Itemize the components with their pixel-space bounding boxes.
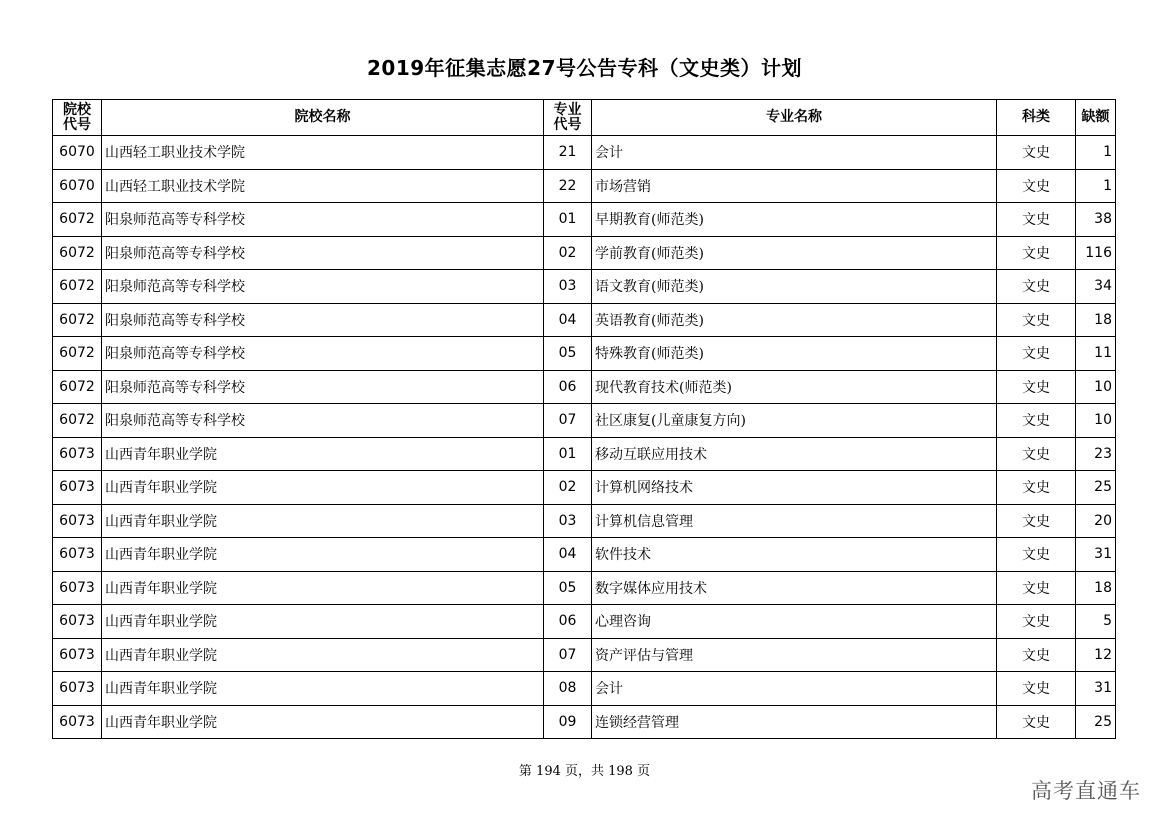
cell-school-code: 6070	[53, 169, 102, 203]
cell-vacancies: 12	[1076, 638, 1116, 672]
cell-major-code: 08	[544, 672, 592, 706]
cell-school-code: 6072	[53, 337, 102, 371]
table-row	[53, 705, 1116, 739]
cell-vacancies: 18	[1076, 303, 1116, 337]
cell-major-name: 特殊教育(师范类)	[592, 337, 997, 371]
table-row	[53, 437, 1116, 471]
cell-major-name: 早期教育(师范类)	[592, 203, 997, 237]
cell-major-name: 数字媒体应用技术	[592, 571, 997, 605]
cell-school-code: 6070	[53, 136, 102, 170]
cell-school-name: 阳泉师范高等专科学校	[102, 303, 544, 337]
cell-school-code: 6073	[53, 705, 102, 739]
cell-school-name: 阳泉师范高等专科学校	[102, 236, 544, 270]
cell-school-name: 山西轻工职业技术学院	[102, 169, 544, 203]
cell-vacancies: 18	[1076, 571, 1116, 605]
cell-school-code: 6073	[53, 538, 102, 572]
table-row	[53, 638, 1116, 672]
cell-major-name: 心理咨询	[592, 605, 997, 639]
table-row	[53, 203, 1116, 237]
cell-school-code: 6072	[53, 236, 102, 270]
cell-school-code: 6073	[53, 471, 102, 505]
cell-vacancies: 34	[1076, 270, 1116, 304]
table-body	[53, 136, 1116, 739]
cell-school-name: 阳泉师范高等专科学校	[102, 337, 544, 371]
cell-major-code: 04	[544, 538, 592, 572]
cell-major-name: 移动互联应用技术	[592, 437, 997, 471]
cell-major-name: 市场营销	[592, 169, 997, 203]
cell-major-name: 英语教育(师范类)	[592, 303, 997, 337]
page-title: 2019年征集志愿27号公告专科（文史类）计划	[367, 56, 802, 80]
cell-major-name: 软件技术	[592, 538, 997, 572]
cell-school-name: 山西青年职业学院	[102, 672, 544, 706]
cell-vacancies: 11	[1076, 337, 1116, 371]
cell-vacancies: 116	[1076, 236, 1116, 270]
cell-school-code: 6073	[53, 638, 102, 672]
table-row	[53, 370, 1116, 404]
cell-school-name: 阳泉师范高等专科学校	[102, 270, 544, 304]
header-major-code: 专业代号	[544, 100, 592, 136]
cell-major-code: 09	[544, 705, 592, 739]
cell-major-code: 06	[544, 605, 592, 639]
table-row	[53, 404, 1116, 438]
cell-school-name: 山西青年职业学院	[102, 538, 544, 572]
cell-major-name: 学前教育(师范类)	[592, 236, 997, 270]
header-vacancies: 缺额	[1076, 100, 1116, 136]
cell-major-code: 07	[544, 638, 592, 672]
cell-school-name: 山西轻工职业技术学院	[102, 136, 544, 170]
cell-category: 文史	[997, 270, 1076, 304]
watermark: 高考直通车	[1031, 779, 1141, 803]
cell-school-code: 6072	[53, 370, 102, 404]
table-row	[53, 504, 1116, 538]
cell-major-code: 01	[544, 203, 592, 237]
cell-major-name: 资产评估与管理	[592, 638, 997, 672]
cell-school-name: 山西青年职业学院	[102, 705, 544, 739]
cell-category: 文史	[997, 337, 1076, 371]
cell-category: 文史	[997, 136, 1076, 170]
cell-category: 文史	[997, 672, 1076, 706]
cell-major-code: 06	[544, 370, 592, 404]
table-header-row	[53, 100, 1116, 136]
cell-vacancies: 25	[1076, 705, 1116, 739]
cell-major-name: 会计	[592, 672, 997, 706]
cell-major-code: 21	[544, 136, 592, 170]
cell-category: 文史	[997, 705, 1076, 739]
cell-vacancies: 10	[1076, 404, 1116, 438]
cell-major-code: 07	[544, 404, 592, 438]
cell-school-code: 6072	[53, 203, 102, 237]
cell-category: 文史	[997, 605, 1076, 639]
cell-school-name: 山西青年职业学院	[102, 471, 544, 505]
table-row	[53, 571, 1116, 605]
cell-vacancies: 1	[1076, 136, 1116, 170]
cell-major-name: 计算机信息管理	[592, 504, 997, 538]
cell-vacancies: 25	[1076, 471, 1116, 505]
cell-school-code: 6072	[53, 404, 102, 438]
cell-school-name: 山西青年职业学院	[102, 638, 544, 672]
cell-school-name: 山西青年职业学院	[102, 605, 544, 639]
cell-school-name: 山西青年职业学院	[102, 571, 544, 605]
cell-school-name: 阳泉师范高等专科学校	[102, 404, 544, 438]
cell-major-code: 05	[544, 571, 592, 605]
cell-vacancies: 38	[1076, 203, 1116, 237]
cell-school-code: 6073	[53, 605, 102, 639]
cell-major-name: 会计	[592, 136, 997, 170]
cell-major-code: 22	[544, 169, 592, 203]
cell-major-name: 连锁经营管理	[592, 705, 997, 739]
cell-category: 文史	[997, 303, 1076, 337]
cell-category: 文史	[997, 404, 1076, 438]
cell-vacancies: 20	[1076, 504, 1116, 538]
cell-school-name: 阳泉师范高等专科学校	[102, 203, 544, 237]
cell-category: 文史	[997, 504, 1076, 538]
cell-major-code: 04	[544, 303, 592, 337]
header-school-code: 院校代号	[53, 100, 102, 136]
cell-vacancies: 31	[1076, 672, 1116, 706]
cell-major-code: 03	[544, 270, 592, 304]
table-row	[53, 236, 1116, 270]
table-row	[53, 471, 1116, 505]
cell-school-code: 6072	[53, 303, 102, 337]
cell-category: 文史	[997, 203, 1076, 237]
table-row	[53, 605, 1116, 639]
cell-school-code: 6073	[53, 571, 102, 605]
cell-category: 文史	[997, 370, 1076, 404]
table-row	[53, 303, 1116, 337]
cell-category: 文史	[997, 638, 1076, 672]
cell-school-code: 6072	[53, 270, 102, 304]
cell-vacancies: 5	[1076, 605, 1116, 639]
header-major-name: 专业名称	[592, 100, 997, 136]
cell-category: 文史	[997, 571, 1076, 605]
cell-major-name: 计算机网络技术	[592, 471, 997, 505]
cell-category: 文史	[997, 236, 1076, 270]
plan-table	[52, 99, 1116, 739]
cell-major-code: 03	[544, 504, 592, 538]
cell-school-name: 山西青年职业学院	[102, 437, 544, 471]
table-row	[53, 169, 1116, 203]
cell-school-code: 6073	[53, 437, 102, 471]
cell-major-name: 语文教育(师范类)	[592, 270, 997, 304]
table-row	[53, 672, 1116, 706]
cell-major-code: 01	[544, 437, 592, 471]
table-row	[53, 337, 1116, 371]
table-row	[53, 538, 1116, 572]
cell-major-code: 05	[544, 337, 592, 371]
cell-vacancies: 10	[1076, 370, 1116, 404]
cell-major-name: 现代教育技术(师范类)	[592, 370, 997, 404]
cell-school-code: 6073	[53, 672, 102, 706]
cell-category: 文史	[997, 169, 1076, 203]
cell-school-name: 山西青年职业学院	[102, 504, 544, 538]
cell-major-code: 02	[544, 236, 592, 270]
cell-major-code: 02	[544, 471, 592, 505]
cell-category: 文史	[997, 538, 1076, 572]
header-category: 科类	[997, 100, 1076, 136]
header-school-name: 院校名称	[102, 100, 544, 136]
cell-vacancies: 23	[1076, 437, 1116, 471]
page-footer: 第 194 页，共 198 页	[518, 764, 651, 779]
cell-vacancies: 1	[1076, 169, 1116, 203]
cell-school-name: 阳泉师范高等专科学校	[102, 370, 544, 404]
cell-school-code: 6073	[53, 504, 102, 538]
table-row	[53, 136, 1116, 170]
cell-vacancies: 31	[1076, 538, 1116, 572]
cell-major-name: 社区康复(儿童康复方向)	[592, 404, 997, 438]
table-row	[53, 270, 1116, 304]
cell-category: 文史	[997, 437, 1076, 471]
cell-category: 文史	[997, 471, 1076, 505]
